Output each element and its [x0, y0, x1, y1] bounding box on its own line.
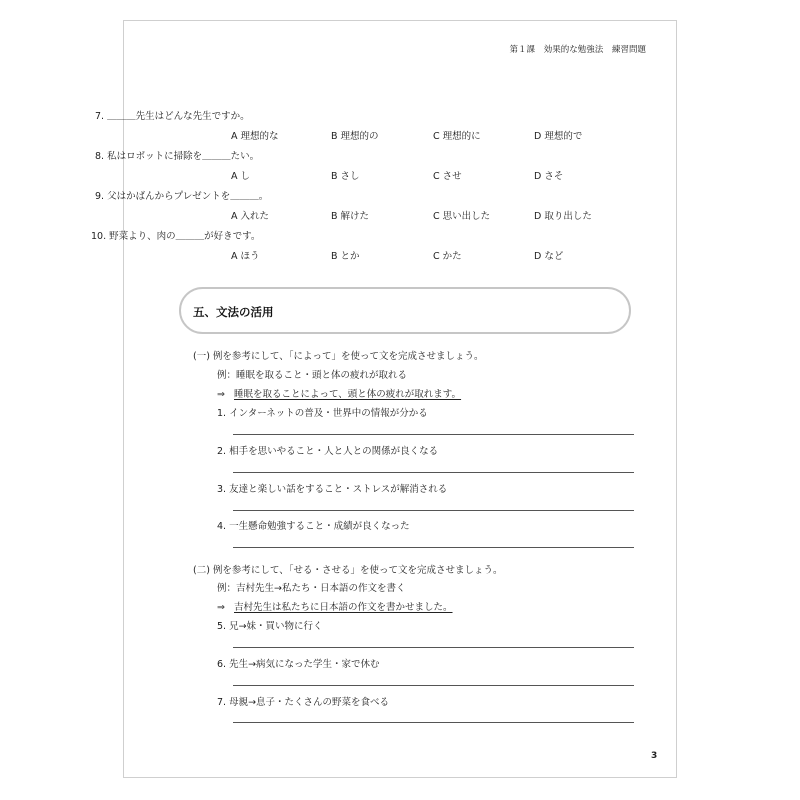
- answer-line: [233, 510, 634, 511]
- part2-example-answer-row: [217, 599, 453, 613]
- lesson-title: 効果的な勉強法: [543, 45, 604, 55]
- question-10: 10. 野菜より、肉の＿＿＿が好きです。: [91, 231, 261, 242]
- option-c: C かた: [433, 251, 462, 262]
- part1-example-answer-row: [217, 386, 461, 400]
- option-a: A し: [231, 171, 251, 182]
- option-a: A 入れた: [231, 211, 270, 222]
- section-header-box: [179, 287, 631, 334]
- option-b: B 解けた: [331, 211, 370, 222]
- question-7: 7. ＿＿＿先生はどんな先生ですか。: [95, 111, 250, 122]
- part2-item-6: 6. 先生→病気になった学生・家で休む: [217, 659, 380, 670]
- part2-item-7: 7. 母親→息子・たくさんの野菜を食べる: [217, 697, 390, 708]
- option-b: B さし: [331, 171, 360, 182]
- part1-item-2: 2. 相手を思いやること・人と人との関係が良くなる: [217, 446, 439, 457]
- arrow-icon: ⇒: [217, 389, 225, 400]
- page-number: 3: [651, 751, 658, 761]
- part1-instruction: (一) 例を参考にして、「によって」を使って文を完成させましょう。: [193, 351, 484, 362]
- option-c: C 思い出した: [433, 211, 491, 222]
- option-d: D さそ: [534, 171, 564, 182]
- option-c: C 理想的に: [433, 131, 481, 142]
- part1-item-1: 1. インターネットの普及・世界中の情報が分かる: [217, 408, 428, 419]
- running-header: [510, 43, 646, 55]
- question-8: 8. 私はロボットに掃除を＿＿＿たい。: [95, 151, 260, 162]
- section-title: 五、文法の活用: [193, 305, 274, 319]
- part2-item-5: 5. 兄→妹・買い物に行く: [217, 621, 323, 632]
- part2-example-answer: 吉村先生は私たちに日本語の作文を書かせました。: [234, 602, 453, 613]
- option-d: D 理想的で: [534, 131, 583, 142]
- answer-line: [233, 434, 634, 435]
- part2-instruction: (二) 例を参考にして、「せる・させる」を使って文を完成させましょう。: [193, 565, 503, 576]
- part1-item-4: 4. 一生懸命勉強すること・成績が良くなった: [217, 521, 410, 532]
- option-d: D 取り出した: [534, 211, 592, 222]
- option-a: A ほう: [231, 251, 260, 262]
- lesson-subtitle: 練習問題: [611, 45, 646, 55]
- question-9: 9. 父はかばんからプレゼントを＿＿＿。: [95, 191, 269, 202]
- option-a: A 理想的な: [231, 131, 279, 142]
- answer-line: [233, 722, 634, 723]
- answer-line: [233, 647, 634, 648]
- lesson-number: 第１課: [509, 45, 536, 55]
- part1-example-answer: 睡眠を取ることによって、頭と体の疲れが取れます。: [234, 389, 462, 400]
- part2-example: 例：吉村先生→私たち・日本語の作文を書く: [217, 583, 406, 594]
- part1-item-3: 3. 友達と楽しい話をすること・ストレスが解消される: [217, 484, 448, 495]
- option-c: C させ: [433, 171, 462, 182]
- answer-line: [233, 685, 634, 686]
- option-b: B 理想的の: [331, 131, 379, 142]
- option-d: D など: [534, 251, 564, 262]
- part1-example: 例：睡眠を取ること・頭と体の疲れが取れる: [217, 370, 408, 381]
- option-b: B とか: [331, 251, 360, 262]
- answer-line: [233, 547, 634, 548]
- answer-line: [233, 472, 634, 473]
- arrow-icon: ⇒: [217, 602, 225, 613]
